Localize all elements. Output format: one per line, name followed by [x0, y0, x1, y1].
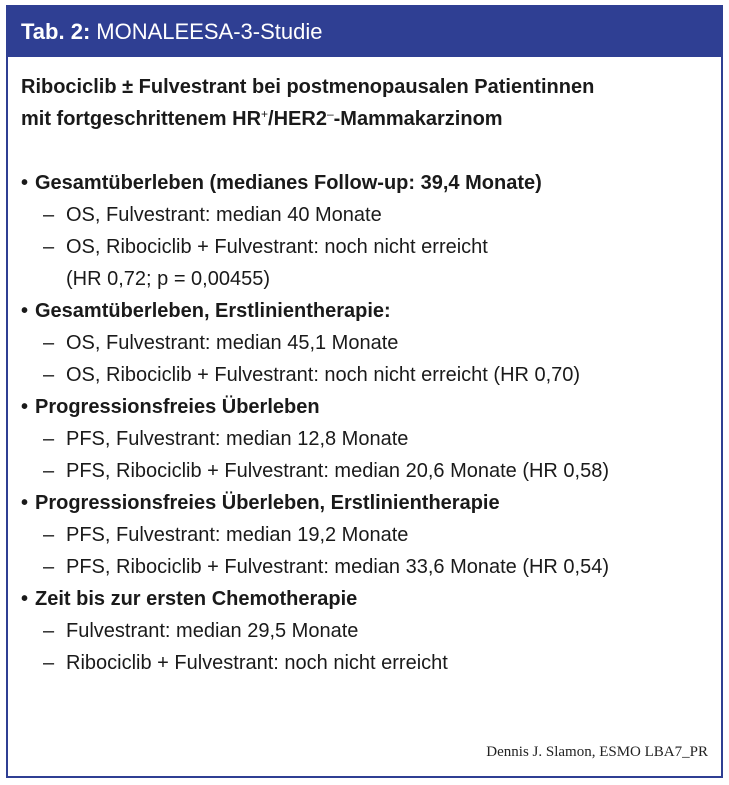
list-item: [21, 551, 711, 583]
section-title: Progressionsfreies Überleben, Erstlinientherapie: [35, 492, 500, 514]
bullet-icon: •: [21, 172, 29, 194]
list-item-text: PFS, Ribociclib + Fulvestrant: median 33,6 Monate (HR 0,54): [66, 556, 610, 578]
section-title: Progressionsfreies Überleben: [35, 396, 320, 418]
list-item: [21, 263, 711, 295]
list-item-text: OS, Ribociclib + Fulvestrant: noch nicht erreicht (HR 0,70): [66, 364, 581, 386]
dash-icon: –: [43, 460, 55, 482]
subtitle-text-a: mit fortgeschrittenem HR: [21, 108, 262, 130]
bullet-icon: •: [21, 492, 29, 514]
section-title: Gesamtüberleben (medianes Follow-up: 39,4 Monate): [35, 172, 542, 194]
dash-icon: –: [43, 236, 55, 258]
section-heading: [21, 583, 711, 615]
bullet-icon: •: [21, 588, 29, 610]
dash-icon: –: [43, 332, 55, 354]
section-title: Gesamtüberleben, Erstlinientherapie:: [35, 300, 391, 322]
list-item: [21, 423, 711, 455]
table-card: [6, 5, 723, 778]
bullet-icon: •: [21, 300, 29, 322]
list-item: [21, 327, 711, 359]
subtitle-text-b: /HER2: [268, 108, 327, 130]
dash-icon: –: [43, 556, 55, 578]
dash-icon: –: [43, 364, 55, 386]
section-title: Zeit bis zur ersten Chemotherapie: [35, 588, 358, 610]
list-item: [21, 615, 711, 647]
list-item-text: (HR 0,72; p = 0,00455): [66, 268, 271, 290]
table-number: Tab. 2:: [21, 19, 91, 44]
table-title: MONALEESA-3-Studie: [96, 19, 323, 44]
subtitle-line-1: Ribociclib ± Fulvestrant bei postmenopausalen Patientinnen: [21, 76, 595, 98]
list-item: [21, 647, 711, 679]
list-item-text: PFS, Ribociclib + Fulvestrant: median 20,6 Monate (HR 0,58): [66, 460, 610, 482]
list-item-text: OS, Ribociclib + Fulvestrant: noch nicht erreicht: [66, 236, 488, 258]
source-citation: Dennis J. Slamon, ESMO LBA7_PR: [486, 744, 708, 760]
list-item-text: Fulvestrant: median 29,5 Monate: [66, 620, 359, 642]
table-header: [8, 7, 721, 57]
findings-list: [21, 167, 711, 679]
list-item: [21, 519, 711, 551]
bullet-icon: •: [21, 396, 29, 418]
list-item-text: PFS, Fulvestrant: median 19,2 Monate: [66, 524, 409, 546]
subtitle-text-c: -Mammakarzinom: [333, 108, 503, 130]
list-item: [21, 231, 711, 263]
list-item: [21, 455, 711, 487]
list-item-text: Ribociclib + Fulvestrant: noch nicht erreicht: [66, 652, 448, 674]
list-item: [21, 199, 711, 231]
dash-icon: –: [43, 524, 55, 546]
her2-superscript: –: [326, 107, 334, 121]
list-item-text: OS, Fulvestrant: median 40 Monate: [66, 204, 382, 226]
dash-icon: –: [43, 652, 55, 674]
section-heading: [21, 487, 711, 519]
table-subtitle: [21, 71, 711, 135]
section-heading: [21, 167, 711, 199]
list-item-text: PFS, Fulvestrant: median 12,8 Monate: [66, 428, 409, 450]
section-heading: [21, 391, 711, 423]
section-heading: [21, 295, 711, 327]
list-item-text: OS, Fulvestrant: median 45,1 Monate: [66, 332, 399, 354]
dash-icon: –: [43, 620, 55, 642]
dash-icon: –: [43, 428, 55, 450]
subtitle-line-2: [21, 103, 711, 135]
dash-icon: –: [43, 204, 55, 226]
hr-superscript: +: [261, 107, 269, 121]
list-item: [21, 359, 711, 391]
